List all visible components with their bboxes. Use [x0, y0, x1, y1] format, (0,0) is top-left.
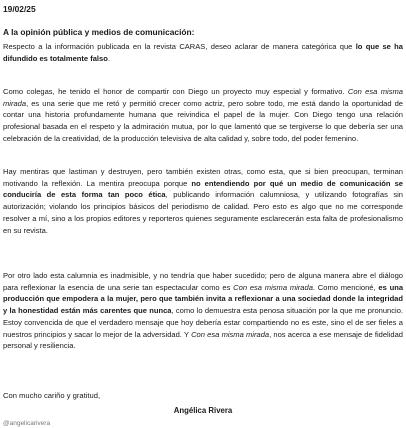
signature-name: Angélica Rivera: [173, 406, 233, 415]
paragraph-4: [3, 270, 403, 352]
paragraph-1: [3, 41, 403, 64]
emphasis-bold: lo que se ha difundido es totalmente falso: [3, 42, 403, 63]
paragraph-2: [3, 86, 403, 145]
text-run: Como colegas, he tenido el honor de compartir con Diego un proyecto muy especial y formativo.: [3, 87, 348, 96]
text-run: . Como mencioné,: [312, 282, 379, 292]
social-handle: @angelicarivera: [3, 420, 51, 427]
text-run: , es una serie que me retó y permitió crecer como actriz, pero sobre todo, me está dando la oportunidad de contar una historia profundamente humana que reivindica el papel de la mujer. Con Diego tengo una relación profesional basada en el respeto y la admiración mutua, por lo que lamentó que se tergiverse lo que debería ser una celebración de la creatividad, de la producción televisiva de alta calidad y, sobre todo, del poder femenino.: [3, 98, 403, 143]
series-title: Con esa misma mirada: [233, 282, 313, 292]
emphasis-bold: es una producción que empodera a la mujer, pero que también invita a reflexionar a una sociedad donde la integridad y la honestidad están más carentes que nunca: [3, 282, 404, 316]
statement-heading: A la opinión pública y medios de comunicación:: [3, 27, 195, 37]
closing-line: Con mucho cariño y gratitud,: [3, 391, 101, 400]
text-run: , publicando información calumniosa, y utilizando fotografías sin autorización; violando los principios básicos del periodismo de calidad. Pero esto es algo que no me corresponde resolver a mí, sino a los propios editores y reporteros quienes seguramente esclarecerán esta falta de profesionalismo en su revista.: [3, 190, 404, 235]
paragraph-3: [3, 166, 403, 236]
text-run: .: [107, 53, 110, 63]
emphasis-bold: no entendiendo por qué un medio de comunicación se conduciría de esta forma tan poco ética: [3, 178, 403, 200]
text-run: , como lo demuestra esta penosa situación por la que me pronuncio. Estoy convencida de que el verdadero mensaje que hoy debería estar compartiendo no es este, sino el de ser fieles a nuestros principios y sacar lo mejor de la adversidad. Y: [3, 306, 403, 339]
statement-date: 19/02/25: [3, 4, 36, 14]
text-run: Respecto a la información publicada en la revista CARAS, deseo aclarar de manera categórica que: [3, 42, 356, 51]
text-run: , nos acerca a ese mensaje de fidelidad personal y resiliencia.: [3, 329, 403, 351]
series-title: Con esa misma mirada: [191, 329, 270, 339]
series-title: Con esa misma mirada: [3, 87, 403, 108]
text-run: Hay mentiras que lastiman y destruyen, pero también existen otras, como esta, que si bien preocupan, terminan motivando la reflexión. La mentira preocupa porque: [3, 167, 403, 188]
text-run: Por otro lado esta calumnia es inadmisible, y no tendría que haber sucedido; pero de alguna manera abre el diálogo para reflexionar la esencia de una serie tan espectacular como es: [3, 271, 403, 292]
